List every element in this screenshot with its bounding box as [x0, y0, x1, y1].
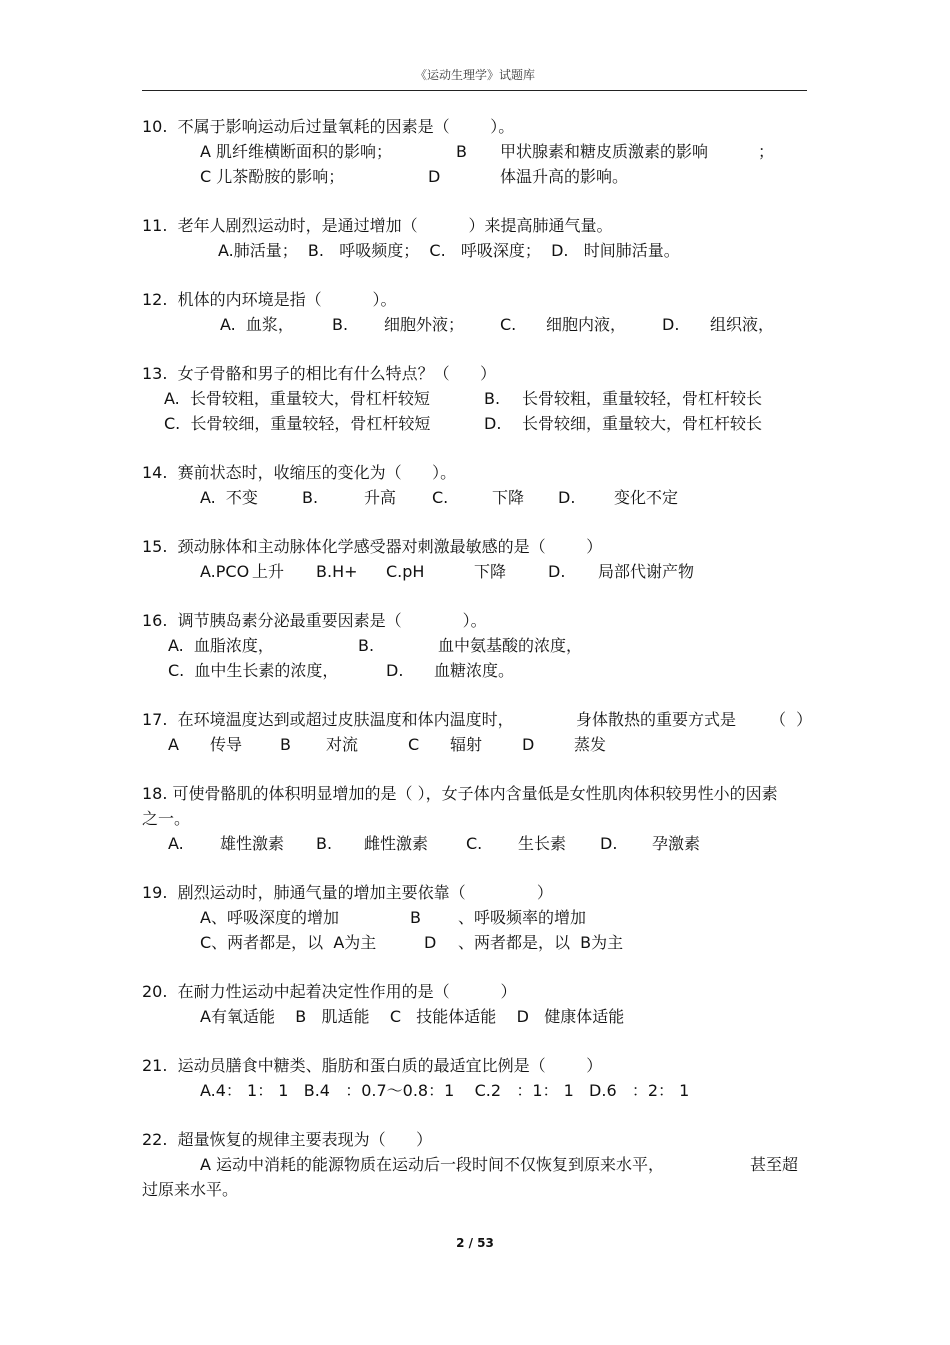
option-d-letter: D. [484, 414, 502, 433]
option-a-text: 雄性激素 [220, 834, 285, 853]
option-a-letter: A. [168, 834, 184, 853]
option-c-letter: C. [500, 315, 517, 334]
question-stem: 11. 老年人剧烈运动时，是通过增加（ ）来提高肺通气量。 [142, 216, 613, 235]
option-d-text: 变化不定 [614, 488, 679, 507]
option-c-text: 生长素 [518, 834, 567, 853]
option-d-letter: D. [558, 488, 576, 507]
option-b-letter: B. [316, 834, 333, 853]
option-b-text: 雌性激素 [364, 834, 429, 853]
option-b-text: 升高 [364, 488, 397, 507]
option-c: C. 血中生长素的浓度， [168, 661, 339, 680]
option-d-letter: D. [386, 661, 404, 680]
question-19 [142, 880, 810, 955]
question-14 [142, 460, 810, 510]
option-c: C. 长骨较细，重量较轻，骨杠杆较短 [164, 414, 431, 433]
option-c: C、两者都是，以 A为主 [200, 933, 377, 952]
question-16 [142, 608, 810, 683]
question-13 [142, 361, 810, 436]
option-b-punct: ； [758, 142, 775, 161]
option-c-letter: C. [466, 834, 483, 853]
question-stem: 13. 女子骨骼和男子的相比有什么特点？（ ） [142, 364, 497, 383]
option-c-text: 辐射 [450, 735, 483, 754]
option-d-text: 、两者都是，以 B为主 [458, 933, 624, 952]
option-b: B.H+ [316, 562, 358, 581]
option-b-text: 细胞外液； [384, 315, 465, 334]
option-a: A 运动中消耗的能源物质在运动后一段时间不仅恢复到原来水平， [200, 1155, 665, 1174]
question-stem: 10. 不属于影响运动后过量氧耗的因素是（ ）。 [142, 117, 515, 136]
option-c-change: 下降 [474, 562, 507, 581]
question-stem: 14. 赛前状态时，收缩压的变化为（ ）。 [142, 463, 457, 482]
option-d-text: 局部代谢产物 [598, 562, 695, 581]
option-b-letter: B. [302, 488, 319, 507]
option-d-letter: D [424, 933, 437, 952]
question-stem: 18. 可使骨骼肌的体积明显增加的是（ ），女子体内含量低是女性肌肉体积较男性小的因素之一。 [142, 784, 778, 828]
option-a: A. 血脂浓度， [168, 636, 274, 655]
question-18 [142, 781, 810, 856]
question-17 [142, 707, 813, 757]
options-row: A.4： 1： 1 B.4 ：0.7～0.8：1 C.2 ：1： 1 D.6 ：2： 1 [200, 1081, 690, 1100]
option-d-letter: D [522, 735, 535, 754]
question-20 [142, 979, 810, 1029]
option-b-letter: B. [358, 636, 375, 655]
option-d-letter: D. [548, 562, 566, 581]
option-b-letter: B [280, 735, 291, 754]
option-b-text: 甲状腺素和糖皮质激素的影响 [500, 142, 709, 161]
option-d-letter: D [428, 167, 441, 186]
option-b-text: 长骨较粗，重量较轻，骨杠杆较长 [522, 389, 763, 408]
question-list [142, 114, 813, 1226]
question-15 [142, 534, 810, 584]
question-stem: 15. 颈动脉体和主动脉体化学感受器对刺激最敏感的是（ ） [142, 537, 603, 556]
question-12 [142, 287, 810, 337]
option-a-text: 传导 [210, 735, 243, 754]
header-rule [142, 90, 807, 91]
question-21 [142, 1053, 810, 1103]
option-a-tail: 过原来水平。 [142, 1180, 239, 1199]
option-d-text: 组织液， [710, 315, 775, 334]
option-b-text: 血中氨基酸的浓度， [438, 636, 583, 655]
option-a-cont: 甚至超 [750, 1155, 799, 1174]
question-stem: 17. 在环境温度达到或超过皮肤温度和体内温度时， [142, 710, 514, 729]
option-c-letter: C. [432, 488, 449, 507]
option-a: A 肌纤维横断面积的影响； [200, 142, 393, 161]
option-b-letter: B [410, 908, 421, 927]
question-10 [142, 114, 810, 189]
option-c-text: 细胞内液， [546, 315, 627, 334]
question-stem: 12. 机体的内环境是指（ ）。 [142, 290, 397, 309]
option-c: C 儿茶酚胺的影响； [200, 167, 345, 186]
question-22 [142, 1127, 810, 1202]
option-a: A. 血浆， [220, 315, 294, 334]
question-stem: 22. 超量恢复的规律主要表现为（ ） [142, 1130, 433, 1149]
option-a: A、呼吸深度的增加 [200, 908, 339, 927]
option-d-letter: D. [662, 315, 680, 334]
option-b-letter: B [456, 142, 467, 161]
question-stem: 20. 在耐力性运动中起着决定性作用的是（ ） [142, 982, 517, 1001]
option-c-text: C.pH [386, 562, 425, 581]
question-11 [142, 213, 810, 263]
options-row: A.肺活量； B. 呼吸频度； C. 呼吸深度； D. 时间肺活量。 [218, 241, 680, 260]
page-number: 2 / 53 [456, 1236, 494, 1250]
answer-blank: （ ） [770, 710, 813, 729]
question-stem: 19. 剧烈运动时，肺通气量的增加主要依靠（ ） [142, 883, 553, 902]
options-row: A有氧适能 B 肌适能 C 技能体适能 D 健康体适能 [200, 1007, 625, 1026]
option-b-letter: B. [332, 315, 349, 334]
option-a-text: A.PCO [200, 562, 250, 581]
option-d-text: 长骨较细，重量较大，骨杠杆较长 [522, 414, 763, 433]
option-d-text: 蒸发 [574, 735, 607, 754]
option-a: A. 长骨较粗，重量较大，骨杠杆较短 [164, 389, 430, 408]
option-c-text: 下降 [492, 488, 525, 507]
page-header: 《运动生理学》试题库 [414, 68, 535, 82]
option-c-letter: C [408, 735, 420, 754]
question-stem: 21. 运动员膳食中糖类、脂肪和蛋白质的最适宜比例是（ ） [142, 1056, 603, 1075]
option-a-change: 上升 [252, 562, 285, 581]
option-b-text: 对流 [326, 735, 359, 754]
option-b-letter: B. [484, 389, 501, 408]
question-stem-tail: 身体散热的重要方式是 [576, 710, 737, 729]
option-d-text: 血糖浓度。 [434, 661, 515, 680]
option-a: A. 不变 [200, 488, 258, 507]
option-b-text: 、呼吸频率的增加 [458, 908, 587, 927]
question-stem: 16. 调节胰岛素分泌最重要因素是（ ）。 [142, 611, 487, 630]
option-a-letter: A [168, 735, 179, 754]
option-d-letter: D. [600, 834, 618, 853]
option-d-text: 体温升高的影响。 [500, 167, 629, 186]
option-d-text: 孕激素 [652, 834, 701, 853]
